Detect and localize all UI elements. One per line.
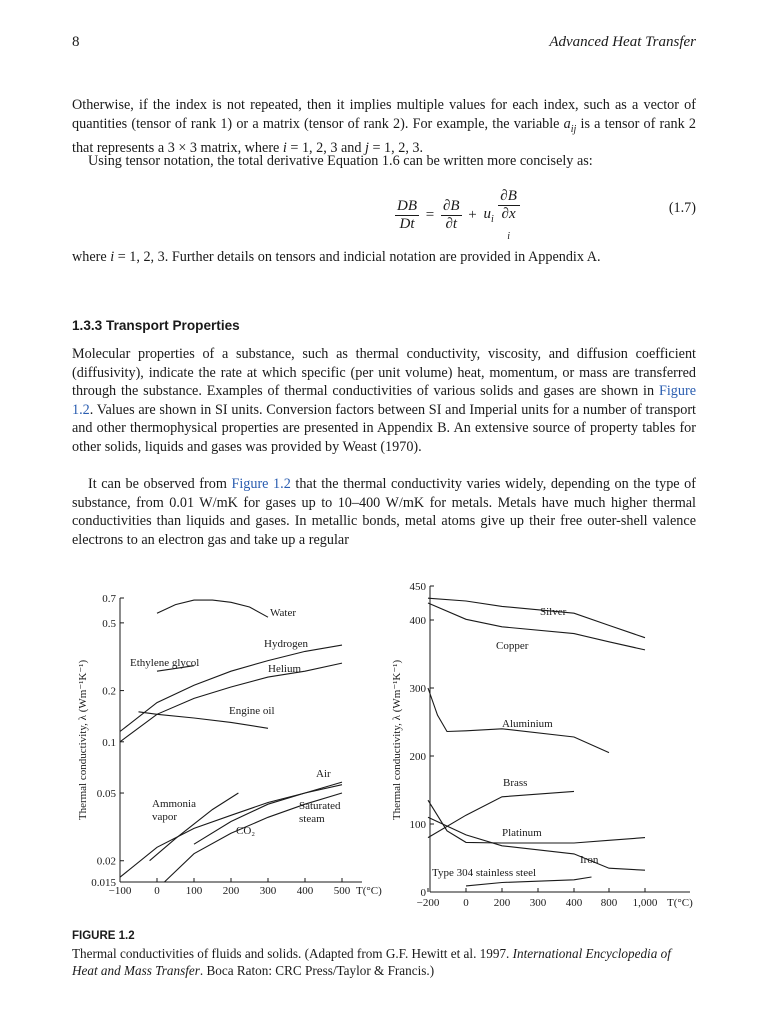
right-y-tick-label: 400 xyxy=(409,615,426,627)
caption-text: Thermal conductivities of fluids and solids. (Adapted from G.F. Hewitt et al. 1997. International Encyclopedia of Heat and Mass Transfer. Boca Raton: CRC Press/Taylor & Francis.) xyxy=(72,946,671,978)
series-label-aluminium: Aluminium xyxy=(502,718,553,730)
series-label-water: Water xyxy=(270,607,296,619)
right-x-tick-label: 0 xyxy=(463,897,469,909)
right-y-tick-label: 200 xyxy=(409,751,426,763)
left-y-tick-label: 0.05 xyxy=(96,788,116,801)
series-label-helium: Helium xyxy=(268,663,301,675)
paragraph-where: where i = 1, 2, 3. Further details on tensors and indicial notation are provided in Appendix A. xyxy=(72,249,601,265)
series-label-engine-oil: Engine oil xyxy=(229,705,275,717)
right-x-tick-label: 300 xyxy=(529,897,547,909)
left-x-tick-label: 200 xyxy=(222,885,240,897)
right-y-tick-label: 0 xyxy=(420,887,426,899)
figure-svg xyxy=(0,570,768,920)
left-x-tick-label: −100 xyxy=(108,885,132,897)
left-y-tick-label: 0.015 xyxy=(91,877,116,889)
right-y-tick-label: 100 xyxy=(409,819,426,831)
right-y-axis-label: Thermal conductivity, λ (Wm⁻¹K⁻¹) xyxy=(391,659,403,821)
right-x-tick-label: 1,000 xyxy=(632,897,658,909)
left-x-tick-label: 500 xyxy=(333,885,351,897)
left-y-tick-label: 0.02 xyxy=(96,855,116,868)
figure-1-2 xyxy=(0,570,768,920)
series-label-iron: Iron xyxy=(580,854,599,866)
left-y-tick-label: 0.2 xyxy=(102,685,116,698)
series-label-brass: Brass xyxy=(503,777,528,789)
series-label-silver: Silver xyxy=(540,606,567,618)
series-line-helium xyxy=(120,663,342,742)
paragraph-tensor-notation: Using tensor notation, the total derivative Equation 1.6 can be written more concisely as: xyxy=(88,153,593,169)
right-y-tick-label: 450 xyxy=(409,581,426,593)
figure-caption xyxy=(72,928,696,979)
page-header xyxy=(72,34,696,56)
series-label-type-304-stainless-steel: Type 304 stainless steel xyxy=(432,867,537,879)
right-x-tick-label: 200 xyxy=(493,897,511,909)
right-x-axis-label: T(°C) xyxy=(667,897,693,909)
figure-link[interactable]: Figure 1.2 xyxy=(72,383,696,418)
right-y-tick-label: 300 xyxy=(409,683,426,695)
equation-body: $\frac{DB}{Dt}$ = $\frac{\partial B}{\partial t}$ + $u_i$ ∂B ∂x $_i$ xyxy=(395,188,520,242)
left-x-tick-label: 400 xyxy=(296,885,314,897)
series-label-saturated-steam: Saturated steam xyxy=(299,800,341,825)
series-label-ethylene-glycol: Ethylene glycol xyxy=(130,657,200,669)
equation-1-7 xyxy=(72,188,696,242)
page-number: 8 xyxy=(72,34,80,50)
left-y-tick-label: 0.5 xyxy=(102,617,116,630)
series-line-iron xyxy=(428,817,645,870)
series-label-co2: CO₂ xyxy=(236,825,256,837)
series-label-platinum: Platinum xyxy=(502,827,542,839)
right-x-tick-label: −200 xyxy=(416,897,440,909)
paragraph-tensor-rank: Otherwise, if the index is not repeated, then it implies multiple values for each index, such as a vector of quantities (tensor of rank 1) or a matrix (tensor of rank 2). For example, the variable $a_{ij}$ is a tensor of rank 2 that represents a 3 × 3 matrix, where i = 1, 2, 3 and j = 1, 2, 3. xyxy=(72,97,696,157)
left-x-tick-label: 300 xyxy=(259,885,277,897)
series-line-brass xyxy=(428,791,574,837)
series-line-silver xyxy=(428,598,645,638)
figure-link[interactable]: Figure 1.2 xyxy=(231,476,291,492)
series-label-air: Air xyxy=(316,768,331,780)
left-x-axis-label: T(°C) xyxy=(356,885,382,897)
series-label-hydrogen: Hydrogen xyxy=(264,638,308,650)
paragraph-conductivity-range: It can be observed from Figure 1.2 that the thermal conductivity varies widely, depending on the type of substance, from 0.01 W/mK for gases up to 10–400 W/mK for metals. Metals have much higher thermal conductivities than liquids and gases. In metallic bonds, metal atoms give up their free outer-shell valence electrons to an electron gas and take up a regular xyxy=(72,476,696,548)
right-x-tick-label: 800 xyxy=(600,897,618,909)
figure-label: FIGURE 1.2 xyxy=(72,930,135,942)
right-x-tick-label: 400 xyxy=(565,897,583,909)
left-y-axis-label: Thermal conductivity, λ (Wm⁻¹K⁻¹) xyxy=(77,659,89,821)
left-y-tick-label: 0.1 xyxy=(102,736,116,749)
equation-number: (1.7) xyxy=(668,200,696,216)
left-x-tick-label: 0 xyxy=(154,885,160,897)
series-label-ammonia-vapor: Ammonia vapor xyxy=(152,798,196,823)
running-title: Advanced Heat Transfer xyxy=(549,34,696,50)
left-y-tick-label: 0.7 xyxy=(102,593,116,605)
series-label-copper: Copper xyxy=(496,640,529,652)
paragraph-molecular-properties: Molecular properties of a substance, such as thermal conductivity, viscosity, and diffusion coefficient (diffusivity), indicate the rate at which specific (per unit volume) heat, momentum, or mass are transferred through the substance. Examples of thermal conductivities of various solids and gases are shown in Figure 1.2. Values are shown in SI units. Conversion factors between SI and Imperial units for a number of transport and other thermophysical properties are presented in Appendix B. An extensive source of property tables for other solids, liquids and gases was provided by Weast (1970). xyxy=(72,346,696,455)
section-heading: 1.3.3 Transport Properties xyxy=(72,318,240,333)
series-line-water xyxy=(157,600,268,617)
left-x-tick-label: 100 xyxy=(185,885,203,897)
